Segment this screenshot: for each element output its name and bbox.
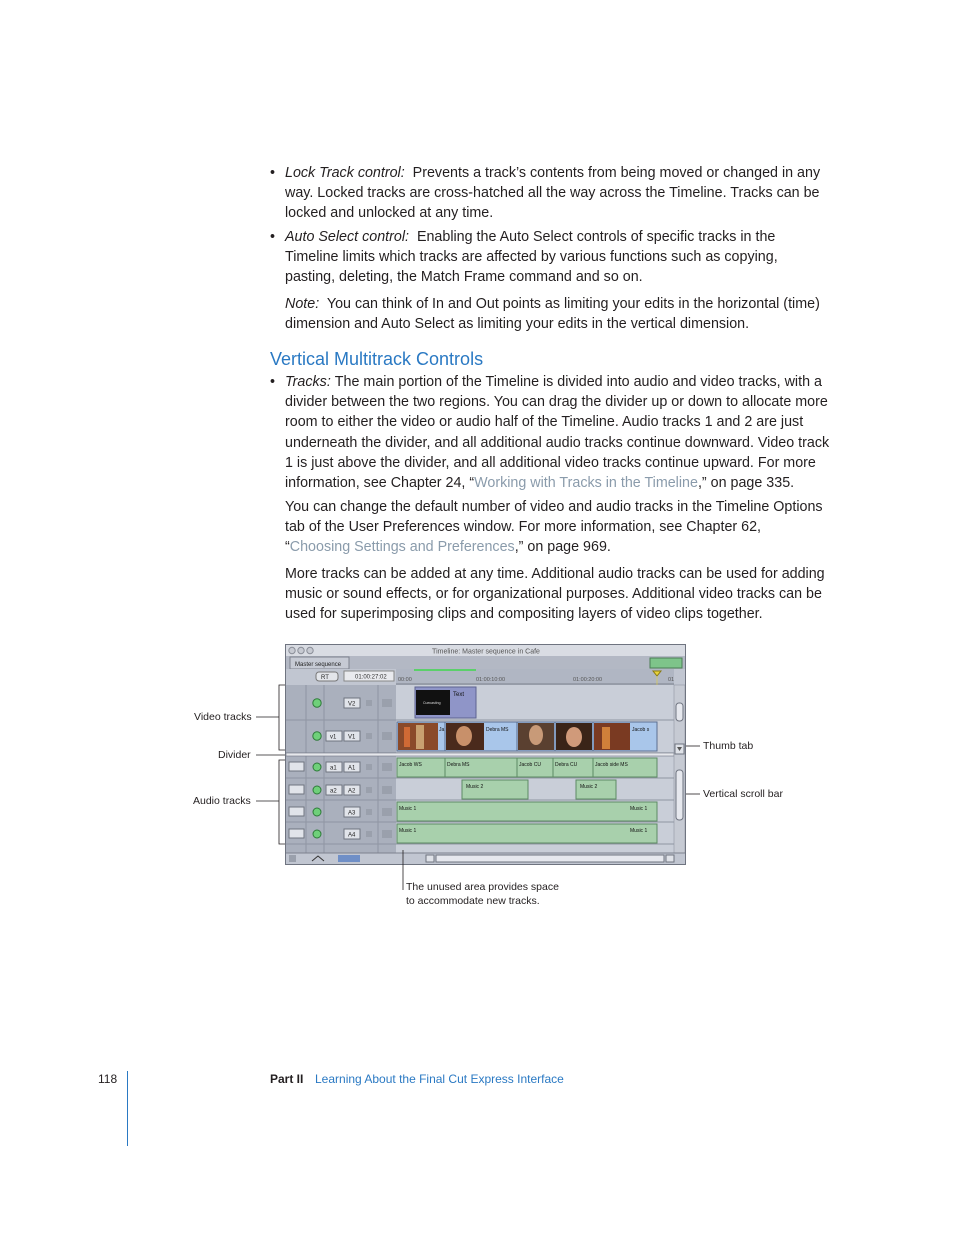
track-audible-icon[interactable]: [313, 830, 321, 838]
track-dst: A4: [348, 832, 356, 839]
lock-icon[interactable]: [366, 809, 372, 815]
auto-select-icon[interactable]: [382, 786, 392, 794]
auto-select-icon[interactable]: [382, 732, 392, 740]
footer-part: Part II: [270, 1072, 304, 1086]
lock-track-paragraph: [285, 163, 830, 224]
bullet-marker: •: [270, 374, 276, 390]
a1-clip-label: Jacob CU: [519, 762, 541, 768]
a4-clip[interactable]: [397, 824, 657, 843]
lock-icon[interactable]: [366, 700, 372, 706]
callout-vertical-scroll-bar: Vertical scroll bar: [703, 788, 783, 800]
auto-select-icon[interactable]: [382, 763, 392, 771]
v1-clip-label: Ja: [439, 727, 445, 733]
speaker-icon[interactable]: [289, 762, 304, 771]
v1-clip-label: Jacob s: [632, 727, 650, 733]
audio-controls-icon[interactable]: [289, 855, 296, 862]
default-tracks-paragraph: [285, 497, 830, 558]
ruler-mark: 01: [668, 677, 675, 683]
v2-clip-label: Text: [453, 692, 465, 698]
callout-unused-area-line2: to accommodate new tracks.: [406, 895, 540, 907]
track-dst: A3: [348, 810, 356, 817]
v1-clip-label: Debra MS: [486, 727, 509, 733]
auto-select-icon[interactable]: [382, 830, 392, 838]
video-scroll-thumb[interactable]: [676, 703, 683, 721]
lock-icon[interactable]: [366, 831, 372, 837]
callout-video-tracks: Video tracks: [194, 711, 252, 723]
lock-icon[interactable]: [366, 764, 372, 770]
tracks-paragraph: [285, 372, 830, 493]
ruler-mark: 01:00:10:00: [476, 677, 506, 683]
a1-clip-label: Debra CU: [555, 762, 578, 768]
default-tracks-text: You can change the default number of video and audio tracks in the Timeline Options tab of the User Preferences window. For more information, see Chapter 62, “: [285, 499, 823, 556]
track-audible-icon[interactable]: [313, 786, 321, 794]
window-title: Timeline: Master sequence in Cafe: [432, 648, 540, 656]
horizontal-scroll-bar[interactable]: [436, 855, 664, 862]
track-divider[interactable]: [286, 753, 674, 756]
footer-rule: [127, 1071, 128, 1146]
chapter-24-link[interactable]: Working with Tracks in the Timeline: [474, 475, 698, 492]
timeline-screenshot: [285, 644, 686, 865]
lock-icon[interactable]: [366, 733, 372, 739]
note-text: You can think of In and Out points as limiting your edits in the horizontal (time) dimension and Auto Select as limiting your edits in the vertical dimension.: [285, 296, 820, 333]
a4-clip-label: Music 1: [630, 828, 648, 834]
tracks-text: The main portion of the Timeline is divided into audio and video tracks, with a divider between the two regions. You can drag the divider up or down to allocate more room to either the video or audio half of the Timeline. Audio tracks 1 and 2 are just underneath the divider, and all additional audio tracks continue downward. Video track 1 is just above the divider, and all additional video tracks continue upward. For more information, see Chapter 24, “: [285, 374, 830, 492]
track-visibility-icon[interactable]: [313, 699, 321, 707]
audio-scroll-thumb[interactable]: [676, 770, 683, 820]
chapter-62-link[interactable]: Choosing Settings and Preferences: [289, 539, 515, 556]
callout-audio-tracks: Audio tracks: [193, 795, 251, 807]
track-height-control[interactable]: [338, 855, 360, 862]
track-src: a1: [330, 765, 337, 772]
bullet-marker: •: [270, 229, 276, 245]
callout-thumb-tab: Thumb tab: [703, 740, 754, 752]
speaker-icon[interactable]: [289, 807, 304, 816]
auto-select-icon[interactable]: [382, 808, 392, 816]
callout-unused-area: [406, 880, 559, 908]
tracks-text-after: ,” on page 335.: [697, 475, 795, 492]
lock-track-label: Lock Track control:: [285, 165, 405, 181]
footer-part-title[interactable]: Learning About the Final Cut Express Interface: [315, 1072, 564, 1086]
lock-track-text: Prevents a track’s contents from being moved or changed in any way. Locked tracks are cross-hatched all the way across the Timeline. Tracks can be locked and unlocked at any time.: [285, 165, 821, 222]
v1-thumbnail: [594, 723, 630, 750]
a2-clip-label: Music 2: [580, 784, 598, 790]
callout-divider: Divider: [218, 749, 251, 761]
track-dst: A1: [348, 765, 356, 772]
auto-select-paragraph: [285, 227, 830, 288]
a2-clip-label: Music 2: [466, 784, 484, 790]
tab-label: Master sequence: [295, 662, 342, 668]
v2-thumb-text: Cuecasting: [423, 701, 441, 705]
callout-unused-area-line1: The unused area provides space: [406, 881, 559, 893]
a3-clip-label: Music 1: [399, 806, 417, 812]
section-heading: Vertical Multitrack Controls: [270, 349, 484, 369]
a3-clip-label: Music 1: [630, 806, 648, 812]
track-dst: V2: [348, 701, 356, 708]
page-number: 118: [98, 1072, 118, 1086]
track-dst: A2: [348, 788, 356, 795]
auto-select-text: Enabling the Auto Select controls of specific tracks in the Timeline limits which tracks are affected by various functions such as copying, pasting, deleting, the Match Frame command and so on.: [285, 229, 778, 286]
track-src: v1: [330, 734, 337, 741]
tracks-label: Tracks:: [285, 374, 331, 390]
a1-clip-label: Jacob side MS: [595, 762, 628, 768]
bullet-marker: •: [270, 165, 276, 181]
auto-select-icon[interactable]: [382, 699, 392, 707]
track-audible-icon[interactable]: [313, 763, 321, 771]
speaker-icon[interactable]: [289, 785, 304, 794]
rt-label: RT: [321, 675, 329, 681]
ruler-mark: 01:00:20:00: [573, 677, 603, 683]
track-audible-icon[interactable]: [313, 808, 321, 816]
close-icon[interactable]: [289, 647, 295, 653]
timecode: 01:00:27:02: [355, 674, 387, 681]
a4-clip-label: Music 1: [399, 828, 417, 834]
zoom-left-icon[interactable]: [426, 855, 434, 862]
auto-select-label: Auto Select control:: [285, 229, 409, 245]
audio-meter: [650, 658, 682, 668]
note-label: Note:: [285, 296, 320, 312]
zoom-icon[interactable]: [307, 647, 313, 653]
track-visibility-icon[interactable]: [313, 732, 321, 740]
track-dst: V1: [348, 734, 356, 741]
scroll-right-icon[interactable]: [666, 855, 674, 862]
minimize-icon[interactable]: [298, 647, 304, 653]
a1-clip-label: Jacob WS: [399, 762, 422, 768]
ruler-mark: 00:00: [398, 677, 412, 683]
speaker-icon[interactable]: [289, 829, 304, 838]
lock-icon[interactable]: [366, 787, 372, 793]
default-tracks-text-after: ,” on page 969.: [514, 539, 611, 556]
more-tracks-paragraph: More tracks can be added at any time. Additional audio tracks can be used for adding music or sound effects, or for organizational purposes. Additional video tracks can be used for superimposing clips and compositing layers of video clips together.: [285, 566, 825, 623]
note-paragraph: [285, 294, 830, 334]
track-src: a2: [330, 788, 337, 795]
a3-clip[interactable]: [397, 802, 657, 821]
a1-clip-label: Debra MS: [447, 762, 470, 768]
render-bar: [414, 669, 476, 671]
